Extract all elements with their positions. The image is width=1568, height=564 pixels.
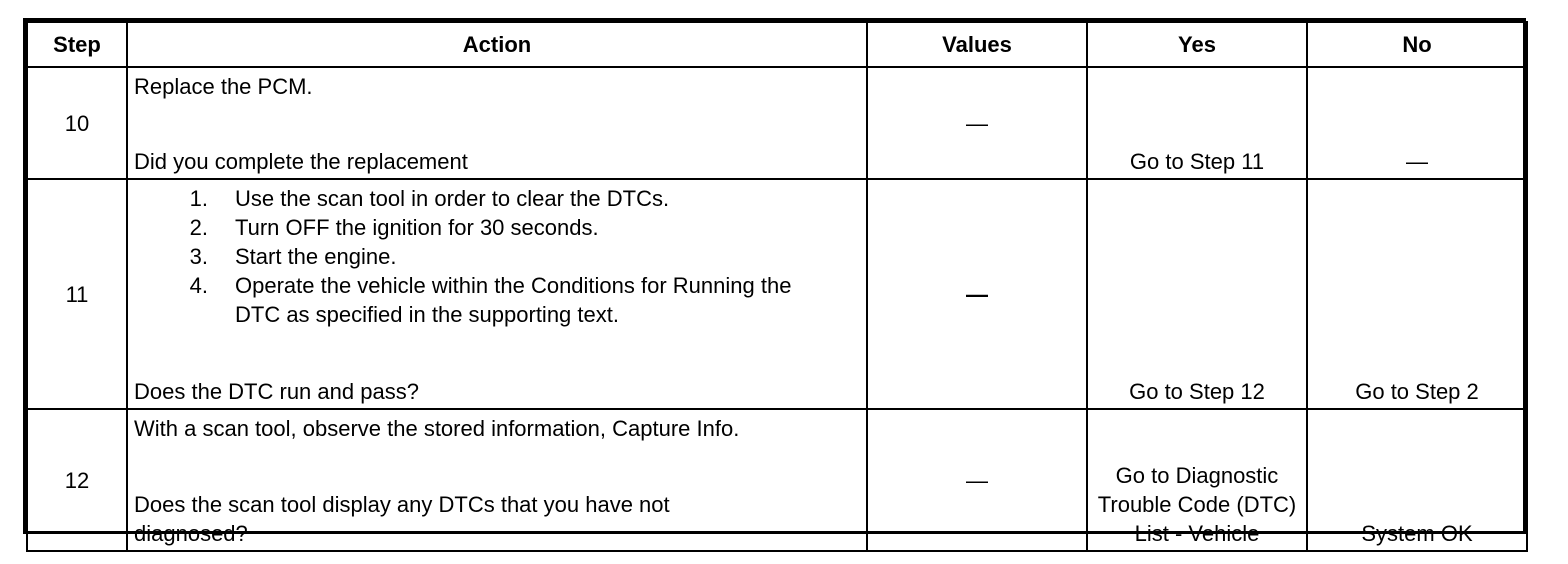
values-dash: — (966, 281, 988, 307)
yes-link-step-12[interactable]: Go to Step 12 (1129, 379, 1265, 404)
yes-cell (1087, 67, 1307, 179)
header-values: Values (867, 22, 1087, 67)
action-question: Does the DTC run and pass? (134, 379, 419, 404)
list-item-text: Use the scan tool in order to clear the DTCs. (235, 186, 670, 211)
no-cell (1307, 179, 1527, 409)
diagnostic-table-frame (23, 18, 1526, 546)
list-item-text: Start the engine. (235, 244, 397, 269)
yes-cell (1087, 409, 1307, 551)
list-item-number: 1. (189, 186, 208, 211)
no-dash: — (1406, 149, 1428, 174)
values-dash: — (966, 467, 988, 493)
action-cell (127, 409, 867, 551)
list-item (134, 184, 860, 213)
list-item (134, 242, 860, 271)
diagnostic-table (26, 21, 1528, 552)
table-header-row (27, 22, 1527, 67)
list-item (134, 213, 860, 242)
yes-link-dtc-list[interactable]: Go to Diagnostic Trouble Code (DTC) List - Vehicle (1097, 463, 1297, 546)
list-item-number: 3. (189, 244, 208, 269)
action-question: Did you complete the replacement (134, 149, 468, 174)
step-number: 12 (27, 409, 127, 551)
action-cell (127, 67, 867, 179)
header-yes: Yes (1087, 22, 1307, 67)
list-item-text: Turn OFF the ignition for 30 seconds. (235, 215, 599, 240)
values-dash: — (966, 110, 988, 136)
table-row (27, 67, 1527, 179)
list-item-number: 2. (189, 215, 208, 240)
table-row (27, 409, 1527, 551)
yes-cell (1087, 179, 1307, 409)
values-cell (867, 409, 1087, 551)
action-question: Does the scan tool display any DTCs that you have not diagnosed? (134, 492, 670, 546)
list-item-number: 4. (189, 273, 208, 298)
values-cell (867, 179, 1087, 409)
list-item-text: Operate the vehicle within the Conditions for Running the DTC as specified in the supporting text. (235, 273, 792, 327)
step-number: 10 (27, 67, 127, 179)
no-system-ok: System OK (1361, 521, 1473, 546)
action-cell (127, 179, 867, 409)
no-link-step-2[interactable]: Go to Step 2 (1355, 379, 1479, 404)
action-instruction: With a scan tool, observe the stored information, Capture Info. (134, 416, 740, 441)
no-cell (1307, 67, 1527, 179)
step-number: 11 (27, 179, 127, 409)
header-step: Step (27, 22, 127, 67)
table-row (27, 179, 1527, 409)
header-action: Action (127, 22, 867, 67)
no-cell (1307, 409, 1527, 551)
header-no: No (1307, 22, 1527, 67)
action-instruction: Replace the PCM. (134, 74, 313, 99)
list-item (134, 271, 860, 329)
yes-link-step-11[interactable]: Go to Step 11 (1129, 149, 1265, 174)
values-cell (867, 67, 1087, 179)
action-steps-list (134, 184, 860, 329)
